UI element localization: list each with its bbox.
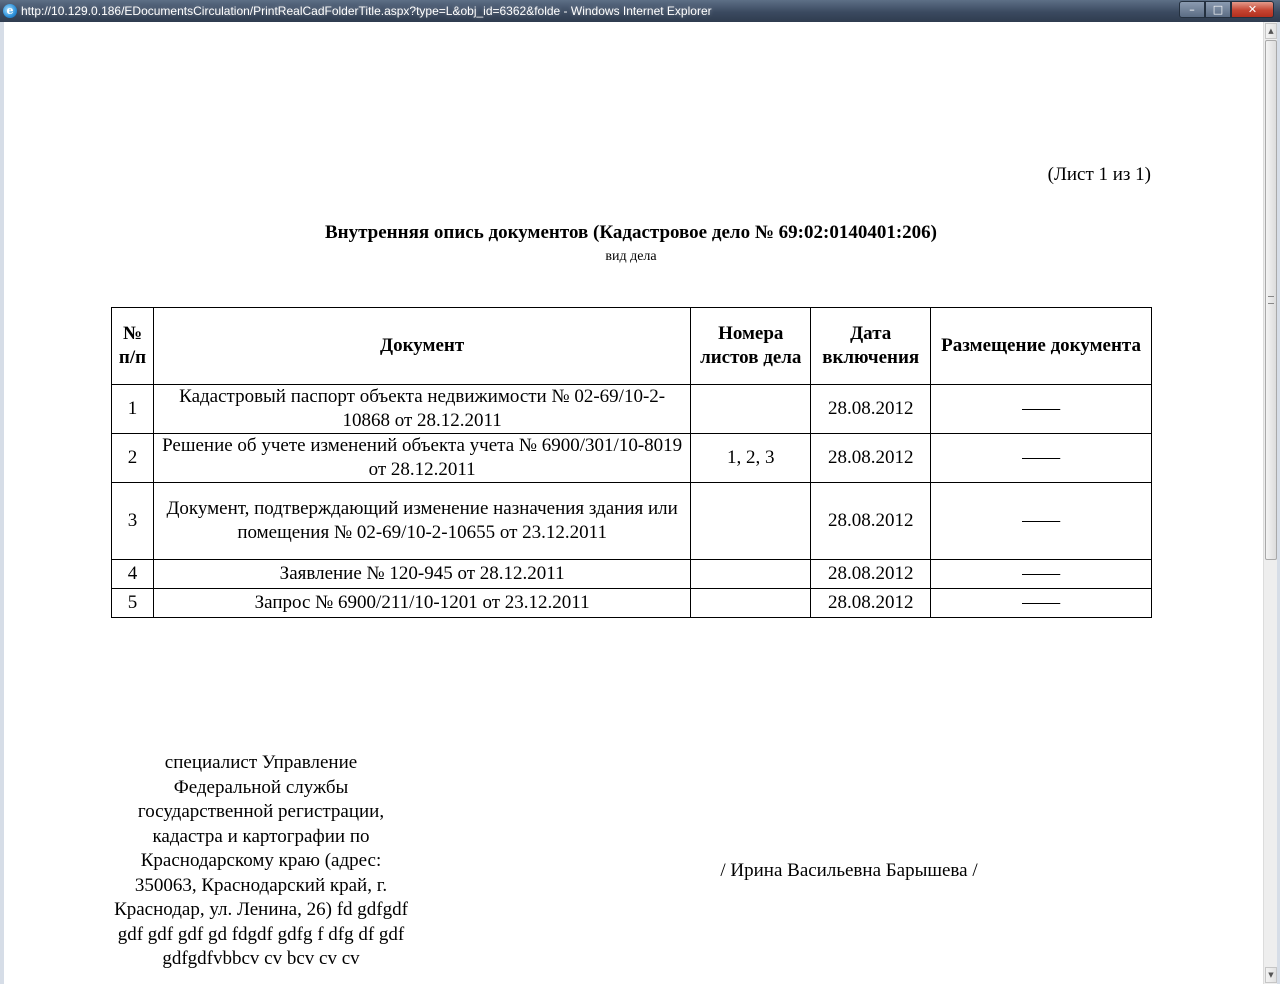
header-placement: Размещение документа bbox=[931, 308, 1152, 385]
cell-num: 1 bbox=[112, 385, 154, 434]
cell-sheets bbox=[691, 385, 811, 434]
table-row bbox=[112, 560, 1152, 589]
header-date: Дата включения bbox=[811, 308, 931, 385]
page-subtitle: вид дела bbox=[605, 249, 657, 264]
maximize-button[interactable]: □ bbox=[1205, 1, 1231, 18]
cell-document: Запрос № 6900/211/10-1201 от 23.12.2011 bbox=[153, 589, 690, 618]
scroll-down-arrow-icon[interactable]: ▼ bbox=[1265, 967, 1277, 983]
table-row bbox=[112, 483, 1152, 560]
cell-sheets bbox=[691, 560, 811, 589]
documents-table bbox=[111, 307, 1152, 618]
table-row bbox=[112, 434, 1152, 483]
header-num: № п/п bbox=[112, 308, 154, 385]
table-row bbox=[112, 385, 1152, 434]
window-controls bbox=[1179, 1, 1274, 19]
scroll-thumb[interactable] bbox=[1265, 40, 1277, 560]
table-header-row bbox=[112, 308, 1152, 385]
cell-date: 28.08.2012 bbox=[811, 560, 931, 589]
cell-placement: —— bbox=[931, 434, 1152, 483]
title-bar bbox=[0, 0, 1280, 22]
cell-date: 28.08.2012 bbox=[811, 589, 931, 618]
cell-placement: —— bbox=[931, 385, 1152, 434]
cell-date: 28.08.2012 bbox=[811, 434, 931, 483]
cell-date: 28.08.2012 bbox=[811, 483, 931, 560]
scroll-up-arrow-icon[interactable]: ▲ bbox=[1265, 23, 1277, 39]
table-row bbox=[112, 589, 1152, 618]
scroll-grip-icon bbox=[1268, 296, 1274, 304]
signer-position: специалист Управление Федеральной службы государственной регистрации, кадастра и картографии по Краснодарскому краю (адрес: 350063, Краснодарский край, г. Краснодар, ул. Ленина, 26) fd gdfgdf gdf gdf gdf gd fdgdf gdfg f dfg df gdf gdfgdfvbbcv cv bcv cv cv bbox=[114, 752, 408, 969]
cell-placement: —— bbox=[931, 483, 1152, 560]
header-document: Документ bbox=[153, 308, 690, 385]
document-area bbox=[4, 22, 1263, 984]
cell-placement: —— bbox=[931, 589, 1152, 618]
cell-document: Документ, подтверждающий изменение назначения здания или помещения № 02-69/10-2-10655 от 23.12.2011 bbox=[153, 483, 690, 560]
cell-document: Заявление № 120-945 от 28.12.2011 bbox=[153, 560, 690, 589]
page-title: Внутренняя опись документов (Кадастровое дело № 69:02:0140401:206) bbox=[325, 222, 937, 243]
header-sheets: Номера листов дела bbox=[691, 308, 811, 385]
cell-sheets bbox=[691, 483, 811, 560]
cell-sheets: 1, 2, 3 bbox=[691, 434, 811, 483]
cell-num: 5 bbox=[112, 589, 154, 618]
cell-document: Кадастровый паспорт объекта недвижимости № 02-69/10-2-10868 от 28.12.2011 bbox=[153, 385, 690, 434]
vertical-scrollbar[interactable] bbox=[1263, 22, 1277, 984]
window-title: http://10.129.0.186/EDocumentsCirculation/PrintRealCadFolderTitle.aspx?type=L&obj_id=6362&folde - Windows Internet Explorer bbox=[21, 4, 712, 18]
signer-name: / Ирина Васильевна Барышева / bbox=[720, 860, 978, 881]
cell-placement: —— bbox=[931, 560, 1152, 589]
close-button[interactable]: ✕ bbox=[1231, 1, 1274, 18]
sheet-info: (Лист 1 из 1) bbox=[1047, 164, 1151, 185]
cell-num: 4 bbox=[112, 560, 154, 589]
cell-sheets bbox=[691, 589, 811, 618]
cell-document: Решение об учете изменений объекта учета № 6900/301/10-8019 от 28.12.2011 bbox=[153, 434, 690, 483]
internet-explorer-icon: e bbox=[3, 4, 17, 18]
cell-date: 28.08.2012 bbox=[811, 385, 931, 434]
cell-num: 2 bbox=[112, 434, 154, 483]
cell-num: 3 bbox=[112, 483, 154, 560]
minimize-button[interactable]: – bbox=[1179, 1, 1205, 18]
